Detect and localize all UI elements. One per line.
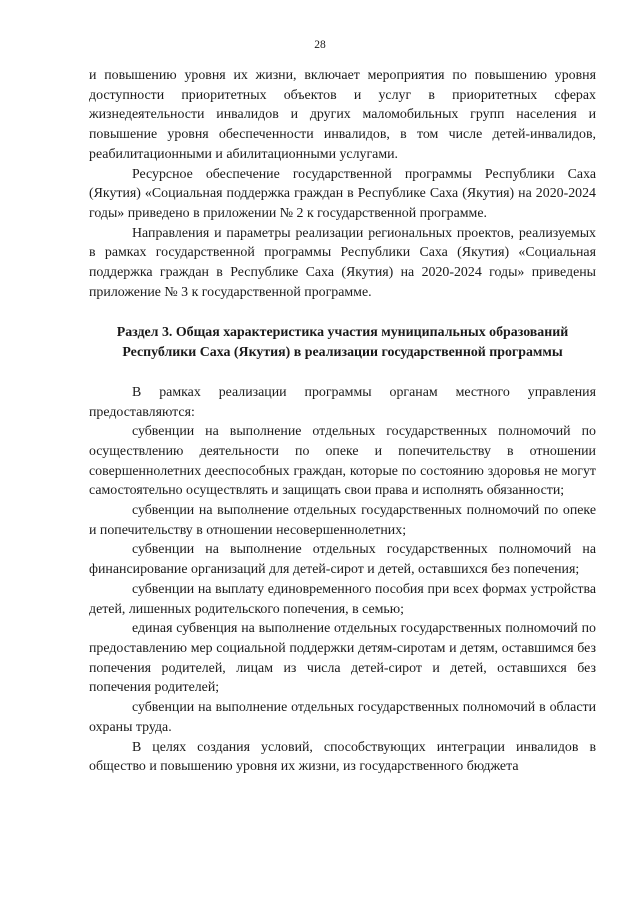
paragraph-regional-projects: Направления и параметры реализации региональных проектов, реализуемых в рамках государственной программы Республики Саха (Якутия) «Социальная поддержка граждан в Республике Саха (Якутия) на 2020-2024 годы» приведены приложение № 3 к государственной программе. bbox=[89, 225, 596, 300]
list-item-subvention-labor-protection: субвенции на выполнение отдельных государственных полномочий в области охраны труда. bbox=[89, 700, 596, 735]
paragraph-intro: В рамках реализации программы органам местного управления предоставляются: bbox=[89, 384, 596, 420]
paragraph-integration: В целях создания условий, способствующих интеграции инвалидов в общество и повышению уровня их жизни, из государственного бюджета bbox=[89, 739, 596, 775]
document-body bbox=[89, 66, 596, 777]
list-item-subvention-orphan-organizations: субвенции на выполнение отдельных государственных полномочий на финансирование организаций для детей-сирот и детей, оставшихся без попечения; bbox=[89, 542, 596, 578]
section-heading: Раздел 3. Общая характеристика участия муниципальных образований Республики Саха (Якутия) в реализации государственной программы bbox=[116, 325, 569, 361]
list-item-subvention-minors: субвенции на выполнение отдельных государственных полномочий по опеке и попечительству в отношении несовершеннолетних; bbox=[89, 503, 596, 538]
paragraph-resource-provision: Ресурсное обеспечение государственной программы Республики Саха (Якутия) «Социальная поддержка граждан в Республике Саха (Якутия) на 2020-2024 годы» приведено в приложении № 2 к государственной программе. bbox=[89, 166, 596, 221]
list-item-subvention-adults: субвенции на выполнение отдельных государственных полномочий по осуществлению деятельности по опеке и попечительству в отношении совершеннолетних дееспособных граждан, которые по состоянию здоровья не могут самостоятельно осуществлять и защищать свои права и исполнять обязанности; bbox=[89, 424, 596, 499]
list-item-subvention-lump-sum: субвенции на выплату единовременного пособия при всех формах устройства детей, лишенных родительского попечения, в семью; bbox=[89, 581, 596, 617]
list-item-unified-subvention: единая субвенция на выполнение отдельных государственных полномочий по предоставлению мер социальной поддержки детям-сиротам и детям, оставшимся без попечения родителей, лицам из числа детей-сирот и детей, оставшихся без попечения родителей; bbox=[89, 621, 596, 696]
paragraph-continuation: и повышению уровня их жизни, включает мероприятия по повышению уровня доступности приоритетных объектов и услуг в приоритетных сферах жизнедеятельности инвалидов и других маломобильных групп населения и повышение уровня обеспеченности инвалидов, в том числе детей-инвалидов, реабилитационными и абилитационными услугами. bbox=[89, 68, 596, 162]
page-number: 28 bbox=[314, 39, 326, 51]
